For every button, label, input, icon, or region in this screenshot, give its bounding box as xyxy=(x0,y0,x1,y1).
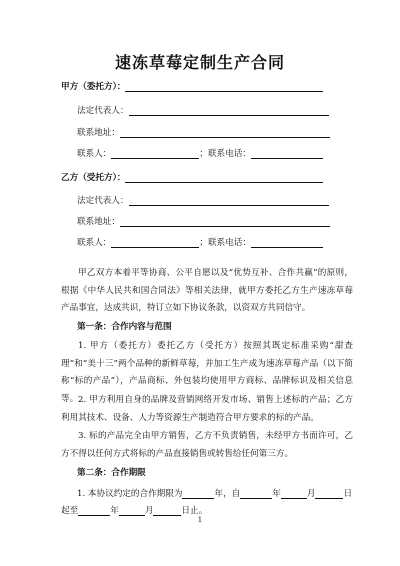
party-b-addr-label: 联系地址： xyxy=(77,217,120,227)
term-year-label: 年，自 xyxy=(214,489,241,499)
party-a-blank[interactable] xyxy=(125,82,323,92)
end-year-label: 年 xyxy=(110,506,119,516)
party-b-addr-row xyxy=(77,215,330,227)
party-a-rep-blank[interactable] xyxy=(129,106,329,116)
party-a-contact-row: 联系人： ；联系电话： xyxy=(77,147,323,159)
start-month-blank[interactable] xyxy=(281,489,307,499)
party-a-addr-label: 联系地址： xyxy=(77,128,120,138)
end-month-blank[interactable] xyxy=(119,506,145,516)
party-b-rep-blank[interactable] xyxy=(129,196,329,206)
end-month-label: 月 xyxy=(144,506,154,516)
start-month-label: 月 xyxy=(306,489,316,499)
party-a-rep-label: 法定代表人： xyxy=(77,106,129,116)
party-a-contact-label: 联系人： xyxy=(77,149,112,159)
start-year-label: 年 xyxy=(272,489,281,499)
end-year-blank[interactable] xyxy=(78,506,110,516)
start-day-label: 日 xyxy=(343,489,353,499)
party-a-label: 甲方（委托方）： xyxy=(61,82,126,92)
term-intro: 1. 本协议约定的合作期限为 xyxy=(77,489,183,499)
start-day-blank[interactable] xyxy=(315,489,343,499)
end-day-blank[interactable] xyxy=(153,506,181,516)
party-b-contact-row: 联系人： ；联系电话： xyxy=(77,236,323,248)
article1-item-2: 2. 甲方利用自身的品牌及营销网络开发市场、销售上述标的产品；乙方利用其技术、设备、人力等资源生产制造符合甲方要求的标的产品。 xyxy=(61,395,353,423)
party-a-addr-row xyxy=(77,126,330,138)
article1-heading: 第一条：合作内容与范围 xyxy=(77,322,172,332)
page-number: 1 xyxy=(197,516,203,524)
party-a-phone-label: 联系电话： xyxy=(208,149,251,159)
document-title: 速冻草莓定制生产合同 xyxy=(114,53,285,72)
party-b-blank[interactable] xyxy=(125,173,323,183)
start-year-blank[interactable] xyxy=(240,489,272,499)
party-b-contact-label: 联系人： xyxy=(77,238,112,248)
party-b-rep-row xyxy=(77,194,329,206)
preamble-paragraph: 甲乙双方本着平等协商、公平自愿以及“优势互补、合作共赢”的原则，根据《中华人民共和国合同法》等相关法律，就甲方委托乙方生产速冻草莓产品事宜，达成共识，特订立如下协议条款，以资双方共同信守。 xyxy=(61,268,353,313)
party-a-addr-blank[interactable] xyxy=(120,128,330,138)
party-b-contact-blank[interactable] xyxy=(111,238,199,248)
article2-heading: 第二条：合作期限 xyxy=(77,468,146,478)
party-a-phone-blank[interactable] xyxy=(251,149,323,159)
party-a-rep-row xyxy=(77,104,329,116)
term-end-prefix: 起至 xyxy=(61,506,79,516)
party-b-row xyxy=(61,171,323,183)
party-b-label: 乙方（受托方）： xyxy=(61,173,126,183)
article1-item-1: 1. 甲方（委托方）委托乙方（受托方）按照其既定标准采购“甜查理”和“美十三”两个品种的新鲜草莓，并加工生产成为速冻草莓产品（以下简称“标的产品”），产品商标、外包装均使用甲方商标、品牌标识及相关信息等。 xyxy=(61,341,353,404)
article2-term-line1 xyxy=(77,487,352,499)
term-end-suffix: 日止。 xyxy=(181,506,208,516)
party-b-rep-label: 法定代表人： xyxy=(77,196,129,206)
article2-term-line2 xyxy=(61,504,207,516)
party-b-phone-label: 联系电话： xyxy=(208,238,251,248)
article1-item-3: 3. 标的产品完全由甲方销售，乙方不负责销售，未经甲方书面许可，乙方不得以任何方式将标的产品直接销售或转售给任何第三方。 xyxy=(61,431,353,459)
party-a-row xyxy=(61,80,323,92)
term-years-blank[interactable] xyxy=(182,489,214,499)
party-b-phone-blank[interactable] xyxy=(251,238,323,248)
party-a-contact-blank[interactable] xyxy=(111,149,199,159)
party-b-addr-blank[interactable] xyxy=(120,217,330,227)
